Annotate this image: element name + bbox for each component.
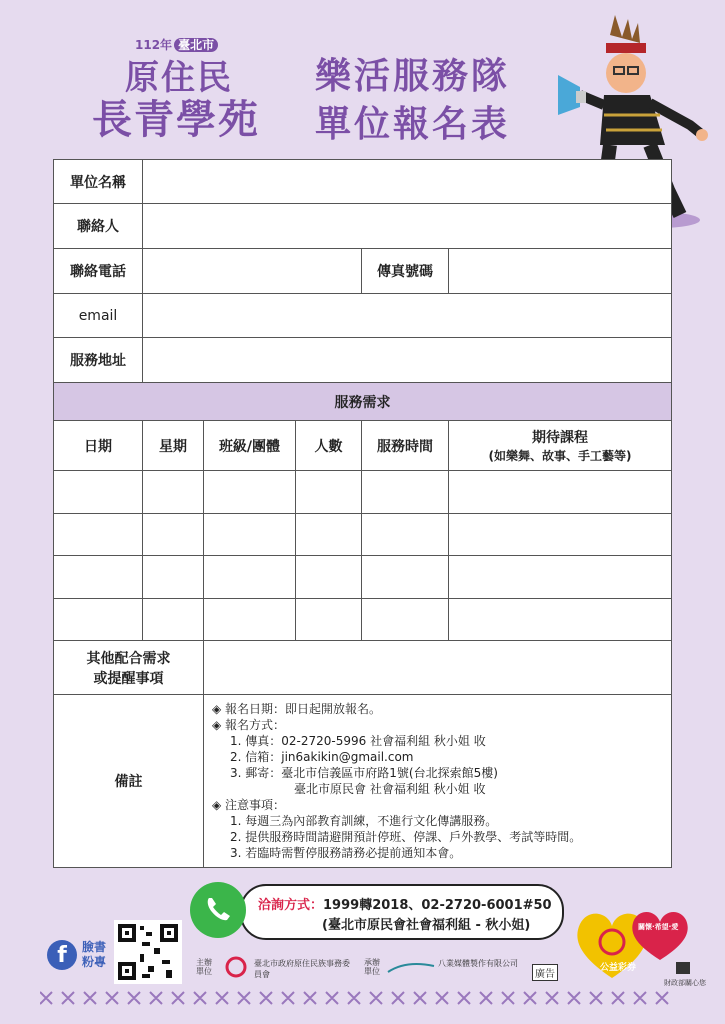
unit-name-field[interactable] bbox=[143, 160, 672, 204]
facebook-label-line1: 臉書 bbox=[82, 940, 107, 954]
note-line: 臺北市原民會 社會福利組 秋小姐 收 bbox=[294, 782, 486, 796]
contact-label: 洽詢方式： bbox=[258, 898, 324, 913]
time-cell[interactable] bbox=[362, 599, 449, 641]
facebook-label bbox=[82, 940, 108, 970]
email-field[interactable] bbox=[143, 294, 672, 338]
fax-label: 傳真號碼 bbox=[362, 249, 449, 294]
weekday-cell[interactable] bbox=[143, 514, 204, 556]
unit-name-label: 單位名稱 bbox=[54, 160, 143, 204]
contact-line1 bbox=[258, 894, 552, 913]
logo-line2: 長青學苑 bbox=[92, 96, 260, 143]
time-cell[interactable] bbox=[362, 556, 449, 599]
other-needs-label-line2: 或提醒事項 bbox=[93, 670, 164, 687]
contact-box bbox=[240, 884, 564, 940]
decorative-pattern bbox=[40, 990, 680, 1006]
remarks-notes bbox=[204, 695, 672, 868]
service-needs-header: 服務需求 bbox=[54, 383, 672, 421]
date-cell[interactable] bbox=[54, 556, 143, 599]
weekday-cell[interactable] bbox=[143, 599, 204, 641]
facebook-icon[interactable]: f bbox=[47, 940, 77, 970]
lottery-text: 公益彩券 bbox=[600, 963, 637, 973]
contact-person-field[interactable] bbox=[143, 204, 672, 249]
logo-year: 112年 臺北市 bbox=[135, 36, 218, 53]
other-needs-label-line1: 其他配合需求 bbox=[86, 650, 171, 667]
contact-phone-label: 聯絡電話 bbox=[54, 249, 143, 294]
count-cell[interactable] bbox=[296, 471, 362, 514]
remarks-label: 備註 bbox=[54, 695, 204, 868]
maker-label: 承辦單位 bbox=[364, 958, 380, 976]
course-subheader: (如樂舞、故事、手工藝等) bbox=[488, 449, 632, 463]
host-name: 臺北市政府原住民族事務委員會 bbox=[254, 959, 350, 979]
count-cell[interactable] bbox=[296, 599, 362, 641]
date-cell[interactable] bbox=[54, 599, 143, 641]
note-line: 3. 若臨時需暫停服務請務必提前通知本會。 bbox=[230, 846, 462, 860]
note-line: ◈ 報名日期：即日起開放報名。 bbox=[212, 702, 382, 716]
note-line: 3. 郵寄：臺北市信義區市府路1號(台北探索館5樓) bbox=[230, 766, 498, 780]
address-field[interactable] bbox=[143, 338, 672, 383]
page-title-line1: 樂活服務隊 bbox=[315, 56, 511, 97]
table-row bbox=[54, 599, 672, 641]
count-cell[interactable] bbox=[296, 556, 362, 599]
registration-form-table bbox=[53, 159, 672, 868]
course-cell[interactable] bbox=[449, 514, 672, 556]
contact-phone-field[interactable] bbox=[143, 249, 362, 294]
note-line: 1. 傳真：02-2720-5996 社會福利組 秋小姐 收 bbox=[230, 734, 486, 748]
facebook-label-line2: 粉專 bbox=[82, 955, 107, 969]
note-line: 2. 提供服務時間請避開預計停班、停課、戶外教學、考試等時間。 bbox=[230, 830, 582, 844]
host-label: 主辦單位 bbox=[196, 958, 212, 976]
logo-city: 臺北市 bbox=[174, 38, 218, 52]
table-row bbox=[54, 471, 672, 514]
qr-code-icon[interactable] bbox=[114, 920, 182, 984]
course-cell[interactable] bbox=[449, 556, 672, 599]
col-course bbox=[449, 421, 672, 471]
count-cell[interactable] bbox=[296, 514, 362, 556]
note-line: 2. 信箱：jin6akikin@gmail.com bbox=[230, 750, 414, 764]
col-date: 日期 bbox=[54, 421, 143, 471]
contact-line2: (臺北市原民會社會福利組 - 秋小姐) bbox=[322, 918, 531, 933]
table-row bbox=[54, 556, 672, 599]
page-title-line2: 單位報名表 bbox=[315, 104, 511, 145]
time-cell[interactable] bbox=[362, 514, 449, 556]
address-label: 服務地址 bbox=[54, 338, 143, 383]
note-line: ◈ 報名方式： bbox=[212, 718, 286, 732]
class-cell[interactable] bbox=[204, 599, 296, 641]
logo-line1: 原住民 bbox=[125, 58, 233, 98]
fax-field[interactable] bbox=[449, 249, 672, 294]
pali-logo-icon bbox=[386, 958, 436, 976]
col-weekday: 星期 bbox=[143, 421, 204, 471]
taipei-logo-icon bbox=[222, 956, 250, 978]
maker-name: 八業媒體製作有限公司 bbox=[438, 959, 518, 968]
contact-person-label: 聯絡人 bbox=[54, 204, 143, 249]
col-class: 班級/團體 bbox=[204, 421, 296, 471]
ad-badge: 廣告 bbox=[532, 964, 558, 981]
time-cell[interactable] bbox=[362, 471, 449, 514]
class-cell[interactable] bbox=[204, 471, 296, 514]
table-row bbox=[54, 514, 672, 556]
other-needs-label bbox=[54, 641, 204, 695]
ministry-text: 財政部關心您 bbox=[664, 979, 706, 987]
col-time: 服務時間 bbox=[362, 421, 449, 471]
contact-numbers: 1999轉2018、02-2720-6001#50 bbox=[323, 898, 552, 913]
weekday-cell[interactable] bbox=[143, 471, 204, 514]
phone-icon bbox=[190, 882, 246, 938]
col-count: 人數 bbox=[296, 421, 362, 471]
class-cell[interactable] bbox=[204, 556, 296, 599]
date-cell[interactable] bbox=[54, 514, 143, 556]
email-label: email bbox=[54, 294, 143, 338]
weekday-cell[interactable] bbox=[143, 556, 204, 599]
note-line: 1. 每週三為內部教育訓練，不進行文化傳講服務。 bbox=[230, 814, 498, 828]
lottery-slogan: 關懷·希望·愛 bbox=[638, 923, 679, 931]
note-line: ◈ 注意事項： bbox=[212, 798, 286, 812]
other-needs-field[interactable] bbox=[204, 641, 672, 695]
course-header: 期待課程 bbox=[532, 430, 589, 446]
class-cell[interactable] bbox=[204, 514, 296, 556]
course-cell[interactable] bbox=[449, 599, 672, 641]
date-cell[interactable] bbox=[54, 471, 143, 514]
course-cell[interactable] bbox=[449, 471, 672, 514]
lottery-logo-icon bbox=[572, 896, 702, 986]
